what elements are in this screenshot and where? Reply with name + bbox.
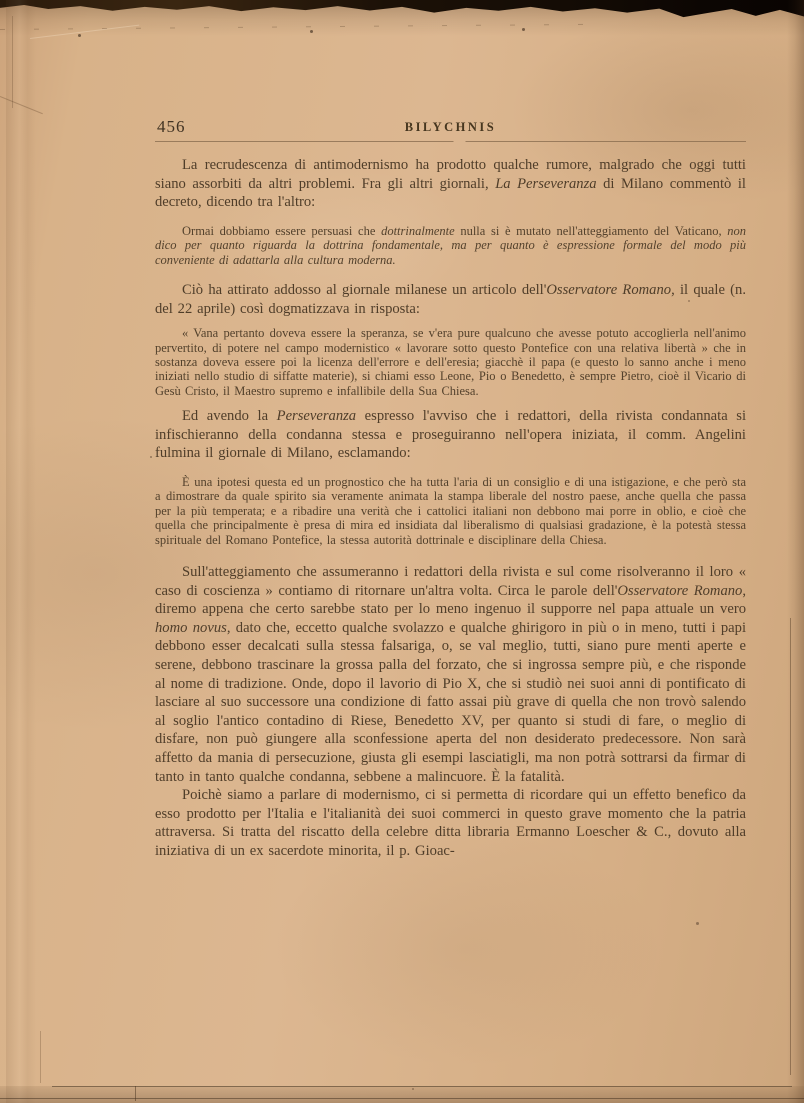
- bottom-edge-line: [0, 1098, 804, 1099]
- text-segment: Ciò ha attirato addosso al giornale milanese un articolo dell': [182, 282, 547, 298]
- paragraph: [155, 475, 746, 547]
- paragraph: [155, 281, 746, 318]
- text-segment: Ed avendo la: [182, 408, 277, 425]
- text-segment: La recrudescenza di antimodernismo ha prodotto qualche rumore, malgrado che oggi tutti siano assorbiti da altri problemi. Fra gli altri giornali,: [155, 157, 746, 192]
- text-segment: Sull'atteggiamento che assumeranno i redattori della rivista e sul come risolveranno il loro « caso di coscienza » contiamo di ritornare un'altra volta. Circa le parole dell': [155, 564, 746, 599]
- page-stack-line: [790, 618, 791, 1076]
- text-segment: , diremo appena che certo sarebbe stato per lo meno ingenuo il supporre nel papa attuale un vero: [155, 582, 746, 618]
- sheet-edge-line: [40, 1031, 41, 1083]
- paragraph: [155, 563, 746, 786]
- italic-text: Osservatore Romano: [617, 582, 743, 599]
- page-number: 456: [157, 117, 186, 136]
- paragraph: [155, 224, 746, 267]
- bottom-edge-band: [0, 1086, 804, 1103]
- text-segment: , dato che, eccetto qualche svolazzo e qualche ghirigoro in più o in meno, tutti i papi debbono esser decalcati sulla stessa falsariga, o, se val meglio, tutti, siano pure menti aperte e serene, debbono trascinare la grossa palla del forzato, che si ingrossa sempre più, e che risponde al nome di tradizione. Onde, dopo il lavorio di Pio X, che si studiò nei suoi anni di pontificato di lasciare al suo successore una condizione di fatto assai più grave di quella che non trovò salendo al soglio l'antico contadino di Riese, Benedetto XV, per quanto si studi di fare, o meglio di disfare, non può giungere alla sconfessione aperta del non desiderato predecessore. Non sarà affetto da mania di persecuzione, giusta gli esempi lasciatigli, ma non potrà sottrarsi da firmar di tanto in tanto qualche condanna, sebbene a malincuore. È la fatalità.: [155, 619, 746, 785]
- journal-title: BILYCHNIS: [404, 120, 497, 134]
- italic-text: non dico per quanto riguarda la dottrina fondamentale, ma per quanto è espressione formale del modo più conveniente di adattarla alla cultura moderna.: [155, 223, 746, 267]
- paper-speck: [310, 30, 313, 33]
- bottom-edge-tick: [135, 1086, 136, 1101]
- text-segment: di Milano commentò il decreto, dicendo tra l'altro:: [155, 175, 746, 211]
- italic-text: Osservatore Romano: [546, 282, 672, 298]
- paper-speck: [696, 922, 699, 925]
- paper-speck: [412, 1088, 414, 1090]
- bottom-edge-line: [52, 1086, 792, 1087]
- printed-area: [155, 116, 746, 861]
- running-header: [155, 116, 746, 137]
- paper-speck: [522, 28, 525, 31]
- italic-text: homo novus: [155, 619, 227, 636]
- text-segment: « Vana pertanto doveva essere la speranza, se v'era pure qualcuno che avesse potuto accoglierla nell'animo pervertito, di potere nel campo modernistico « lavorare sotto questo Pontefice con una relativa libertà » che in sostanza doveva essere poi la licenza dell'errore e dell'eresia; giacchè il papa (e questo lo sanno anche i meno iniziati nello studio di siffatte materie), si chiami esso Leone, Pio o Benedetto, è sempre Pietro, cioè il Vicario di Gesù Cristo, il Maestro supremo e infallibile della Sua Chiesa.: [155, 326, 746, 398]
- text-segment: nulla si è mutato nell'atteggiamento del Vaticano,: [454, 223, 728, 238]
- paragraph: [155, 326, 746, 398]
- text-segment: , il quale (n. del 22 aprile) così dogmatizzava in risposta:: [155, 282, 746, 317]
- page-text: [155, 156, 746, 861]
- italic-text: La Perseveranza: [495, 175, 597, 192]
- header-rule: [155, 141, 746, 142]
- paragraph: [155, 786, 746, 860]
- italic-text: Perseveranza: [276, 408, 357, 425]
- text-segment: espresso l'avviso che i redattori, della rivista condannata si infischieranno della condanna stessa e proseguiranno nell'opera iniziata, il comm. Angelini fulmina il giornale di Milano, esclamando:: [155, 408, 747, 462]
- paper-speck: [78, 34, 81, 37]
- paragraph: [155, 156, 746, 212]
- paragraph: [155, 407, 746, 463]
- sheet-edge-line: [12, 16, 13, 108]
- text-segment: È una ipotesi questa ed un prognostico che ha tutta l'aria di un consiglio e di una istigazione, e che però sta a dimostrare da quale spirito sia veramente animata la stampa liberale del nostro paese, anche quella che passa per la più temperata; e a ribadire una verità che i cattolici italiani non debbono mai porre in oblio, e cioè che quella che principalmente è presa di mira ed insidiata dal liberalismo di qualsiasi gradazione, è la potestà stessa spirituale del Romano Pontefice, la stessa autorità dottrinale e disciplinare della Chiesa.: [155, 475, 746, 547]
- text-segment: Poichè siamo a parlare di modernismo, ci si permetta di ricordare qui un effetto benefico da esso prodotto per l'Italia e l'italianità dei suoi commerci in questo grave momento che la patria attraversa. Si tratta del riscatto della celebre ditta libraria Ermanno Loescher & C., dovuto alla iniziativa di un ex sacerdote minorita, il p. Gioac-: [155, 787, 746, 859]
- italic-text: dottrinalmente: [381, 223, 455, 238]
- paper-speck: [150, 456, 152, 458]
- binding-crease: [6, 0, 36, 1103]
- text-segment: Ormai dobbiamo essere persuasi che: [182, 223, 382, 238]
